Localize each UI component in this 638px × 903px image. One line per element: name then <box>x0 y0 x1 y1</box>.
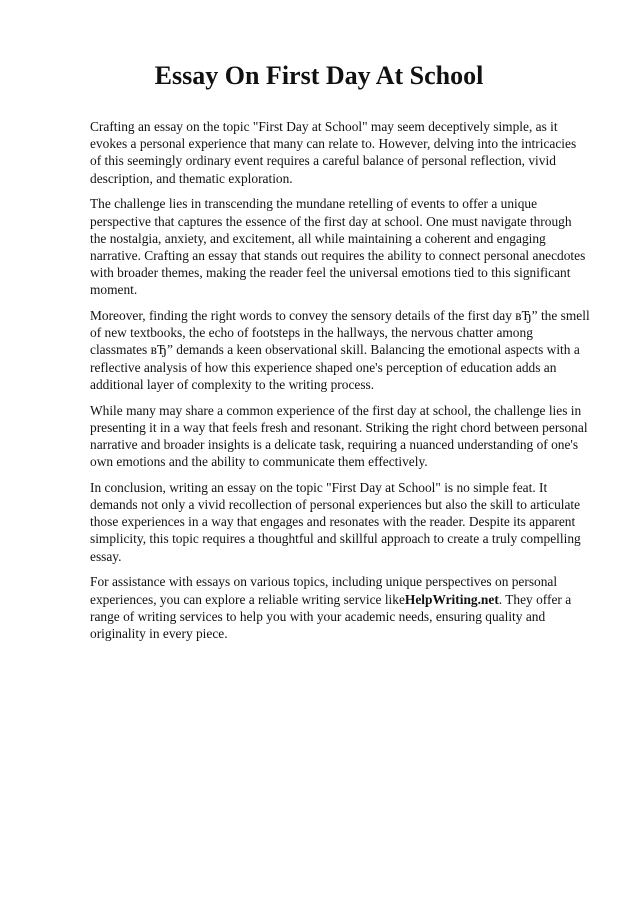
essay-title: Essay On First Day At School <box>154 61 484 90</box>
paragraph-challenge: The challenge lies in transcending the mundane retelling of events to offer a unique perspective that captures the essence of the first day at school. One must navigate through the nostalgia, anxiety, and excitement, all while maintaining a coherent and engaging narrative. Crafting an essay that stands out requires the ability to connect personal anecdotes with broader themes, making the reader feel the universal emotions tied to this significant moment. <box>90 196 586 298</box>
essay-body <box>90 118 590 651</box>
brand-name: HelpWriting.net <box>404 591 499 607</box>
closing-text-before: For assistance with essays on various topics, including unique perspectives on personal experiences, you can explore a reliable writing service like <box>90 574 558 607</box>
paragraph-sensory-details: Moreover, finding the right words to convey the sensory details of the first day вЂ” the smell of new textbooks, the echo of footsteps in the hallways, the nervous chatter among classmates вЂ” demands a keen observational skill. Balancing the emotional aspects with a reflective analysis of how this experience shaped one's perception of education adds an additional layer of complexity to the writing process. <box>90 308 590 392</box>
paragraph-closing <box>90 573 590 642</box>
paragraph-conclusion: In conclusion, writing an essay on the topic "First Day at School" is no simple feat. It demands not only a vivid recollection of personal experiences but also the skill to articulate those experiences in a way that engages and resonates with the reader. Despite its apparent simplicity, this topic requires a thoughtful and skillful approach to create a truly compelling essay. <box>90 479 581 564</box>
closing-text-after: . They offer a range of writing services to help you with your academic needs, ensuring quality and originality in every piece. <box>90 591 572 641</box>
paragraph-intro: Crafting an essay on the topic "First Day at School" may seem deceptively simple, as it evokes a personal experience that many can relate to. However, delving into the intricacies of this seemingly ordinary event requires a careful balance of personal reflection, vivid description, and thematic exploration. <box>90 119 577 186</box>
paragraph-common-experience: While many may share a common experience of the first day at school, the challenge lies in presenting it in a way that feels fresh and resonant. Striking the right chord between personal narrative and broader insights is a delicate task, requiring a nuanced understanding of one's own emotions and the ability to communicate them effectively. <box>90 402 588 470</box>
